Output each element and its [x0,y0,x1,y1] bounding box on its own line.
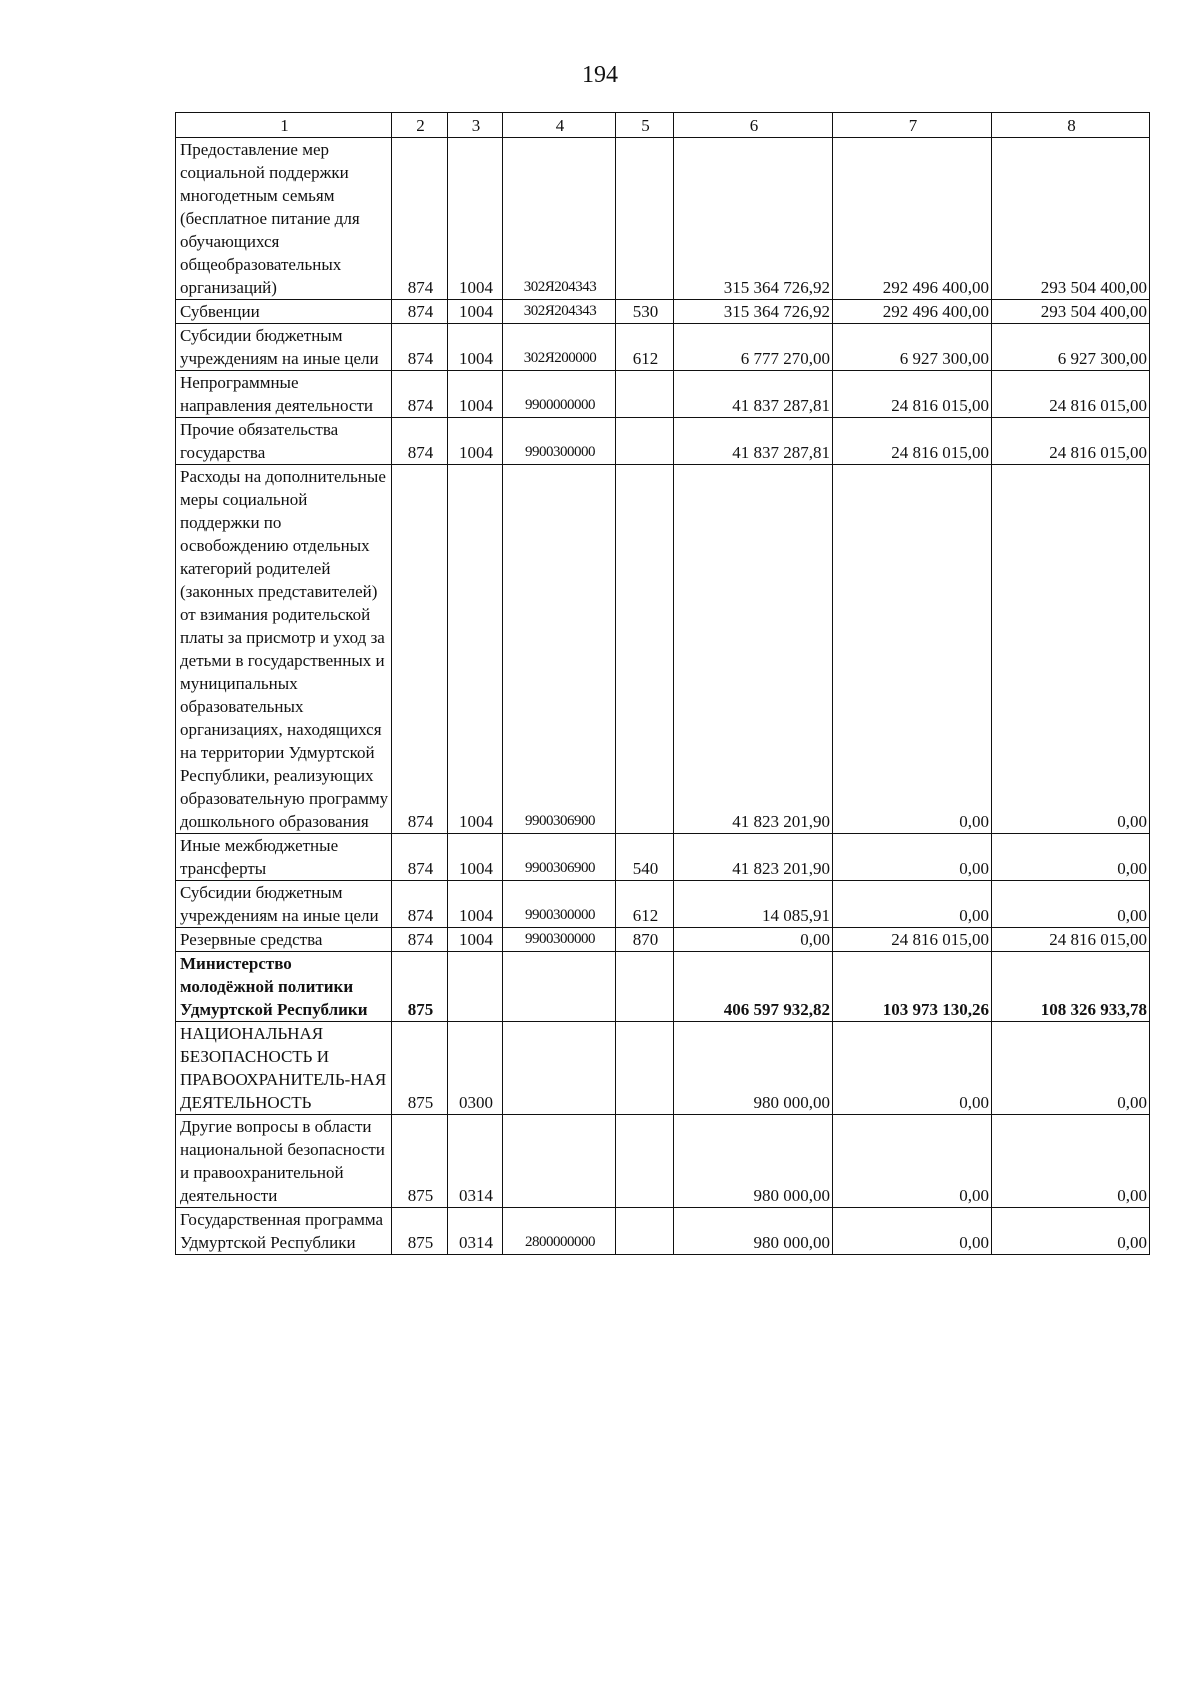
amount-col6-cell: 0,00 [674,928,833,952]
row-name-cell: Субсидии бюджетным учреждениям на иные цели [176,324,392,371]
amount-col6-cell: 315 364 726,92 [674,138,833,300]
target-article-cell: 9900300000 [503,881,616,928]
table-row [176,928,1150,952]
row-name-cell: Предоставление мер социальной поддержки многодетным семьям (бесплатное питание для обучающихся общеобразовательных организаций) [176,138,392,300]
section-code-cell: 1004 [448,465,503,834]
amount-col8-cell: 108 326 933,78 [992,952,1150,1022]
amount-col7-cell: 292 496 400,00 [833,300,992,324]
row-name-cell: Непрограммные направления деятельности [176,371,392,418]
admin-code-cell: 874 [392,371,448,418]
row-name-cell: Министерство молодёжной политики Удмуртской Республики [176,952,392,1022]
table-row [176,324,1150,371]
amount-col7-cell: 0,00 [833,1022,992,1115]
expense-type-cell: 612 [616,881,674,928]
amount-col6-cell: 14 085,91 [674,881,833,928]
expense-type-cell [616,1208,674,1255]
section-code-cell: 0314 [448,1208,503,1255]
table-row [176,881,1150,928]
section-code-cell: 0300 [448,1022,503,1115]
amount-col6-cell: 6 777 270,00 [674,324,833,371]
admin-code-cell: 874 [392,834,448,881]
expense-type-cell [616,1115,674,1208]
row-name-cell: Государственная программа Удмуртской Республики [176,1208,392,1255]
section-code-cell: 1004 [448,324,503,371]
amount-col8-cell: 0,00 [992,1115,1150,1208]
amount-col7-cell: 6 927 300,00 [833,324,992,371]
amount-col6-cell: 41 837 287,81 [674,418,833,465]
table-row [176,371,1150,418]
admin-code-cell: 874 [392,465,448,834]
header-row [176,113,1150,138]
amount-col7-cell: 0,00 [833,1115,992,1208]
table-row [176,1208,1150,1255]
amount-col7-cell: 0,00 [833,881,992,928]
amount-col7-cell: 24 816 015,00 [833,928,992,952]
amount-col7-cell: 0,00 [833,465,992,834]
row-name-cell: Расходы на дополнительные меры социальной поддержки по освобождению отдельных категорий родителей (законных представителей) от взимания родительской платы за присмотр и уход за детьми в государственных и муниципальных образовательных организациях, находящихся на территории Удмуртской Республики, реализующих образовательную программу дошкольного образования [176,465,392,834]
section-code-cell: 1004 [448,834,503,881]
amount-col8-cell: 293 504 400,00 [992,300,1150,324]
amount-col8-cell: 0,00 [992,1022,1150,1115]
amount-col8-cell: 24 816 015,00 [992,928,1150,952]
admin-code-cell: 874 [392,928,448,952]
table-row [176,834,1150,881]
target-article-cell: 9900306900 [503,834,616,881]
amount-col6-cell: 41 837 287,81 [674,371,833,418]
table-row [176,418,1150,465]
target-article-cell: 302Я204343 [503,138,616,300]
expense-type-cell: 870 [616,928,674,952]
table-row [176,465,1150,834]
amount-col8-cell: 293 504 400,00 [992,138,1150,300]
column-header-1: 1 [176,113,392,138]
row-name-cell: Субсидии бюджетным учреждениям на иные цели [176,881,392,928]
amount-col6-cell: 41 823 201,90 [674,465,833,834]
amount-col8-cell: 0,00 [992,834,1150,881]
amount-col6-cell: 980 000,00 [674,1022,833,1115]
row-name-cell: Прочие обязательства государства [176,418,392,465]
expense-type-cell [616,371,674,418]
column-header-2: 2 [392,113,448,138]
amount-col6-cell: 315 364 726,92 [674,300,833,324]
target-article-cell [503,952,616,1022]
admin-code-cell: 874 [392,138,448,300]
section-code-cell: 1004 [448,138,503,300]
target-article-cell: 2800000000 [503,1208,616,1255]
column-header-6: 6 [674,113,833,138]
amount-col7-cell: 0,00 [833,1208,992,1255]
row-name-cell: НАЦИОНАЛЬНАЯ БЕЗОПАСНОСТЬ И ПРАВООХРАНИТЕЛЬ-НАЯ ДЕЯТЕЛЬНОСТЬ [176,1022,392,1115]
amount-col8-cell: 24 816 015,00 [992,418,1150,465]
expense-type-cell [616,138,674,300]
amount-col8-cell: 0,00 [992,881,1150,928]
column-header-3: 3 [448,113,503,138]
row-name-cell: Субвенции [176,300,392,324]
amount-col7-cell: 103 973 130,26 [833,952,992,1022]
admin-code-cell: 875 [392,952,448,1022]
table-row [176,1022,1150,1115]
section-code-cell: 1004 [448,300,503,324]
target-article-cell: 9900306900 [503,465,616,834]
expense-type-cell: 612 [616,324,674,371]
column-header-8: 8 [992,113,1150,138]
amount-col6-cell: 41 823 201,90 [674,834,833,881]
table-row [176,300,1150,324]
target-article-cell [503,1022,616,1115]
admin-code-cell: 875 [392,1022,448,1115]
amount-col7-cell: 0,00 [833,834,992,881]
row-name-cell: Иные межбюджетные трансферты [176,834,392,881]
target-article-cell: 9900300000 [503,928,616,952]
expense-type-cell [616,952,674,1022]
table-row [176,138,1150,300]
section-code-cell: 1004 [448,418,503,465]
column-header-5: 5 [616,113,674,138]
section-code-cell: 1004 [448,371,503,418]
row-name-cell: Резервные средства [176,928,392,952]
admin-code-cell: 874 [392,881,448,928]
admin-code-cell: 875 [392,1115,448,1208]
amount-col8-cell: 24 816 015,00 [992,371,1150,418]
section-code-cell: 0314 [448,1115,503,1208]
target-article-cell: 302Я204343 [503,300,616,324]
amount-col7-cell: 24 816 015,00 [833,371,992,418]
column-header-7: 7 [833,113,992,138]
expense-type-cell [616,1022,674,1115]
column-header-4: 4 [503,113,616,138]
amount-col8-cell: 6 927 300,00 [992,324,1150,371]
amount-col8-cell: 0,00 [992,1208,1150,1255]
section-code-cell [448,952,503,1022]
target-article-cell: 302Я200000 [503,324,616,371]
admin-code-cell: 875 [392,1208,448,1255]
target-article-cell: 9900300000 [503,418,616,465]
table-row [176,1115,1150,1208]
amount-col7-cell: 292 496 400,00 [833,138,992,300]
page-number: 194 [582,62,618,88]
expense-type-cell [616,418,674,465]
amount-col6-cell: 980 000,00 [674,1115,833,1208]
expense-type-cell: 530 [616,300,674,324]
target-article-cell [503,1115,616,1208]
row-name-cell: Другие вопросы в области национальной безопасности и правоохранительной деятельности [176,1115,392,1208]
budget-table [175,112,1150,1255]
table-row [176,952,1150,1022]
admin-code-cell: 874 [392,418,448,465]
amount-col8-cell: 0,00 [992,465,1150,834]
target-article-cell: 9900000000 [503,371,616,418]
expense-type-cell: 540 [616,834,674,881]
amount-col7-cell: 24 816 015,00 [833,418,992,465]
expense-type-cell [616,465,674,834]
amount-col6-cell: 980 000,00 [674,1208,833,1255]
section-code-cell: 1004 [448,881,503,928]
admin-code-cell: 874 [392,300,448,324]
table-body [176,138,1150,1255]
admin-code-cell: 874 [392,324,448,371]
section-code-cell: 1004 [448,928,503,952]
amount-col6-cell: 406 597 932,82 [674,952,833,1022]
